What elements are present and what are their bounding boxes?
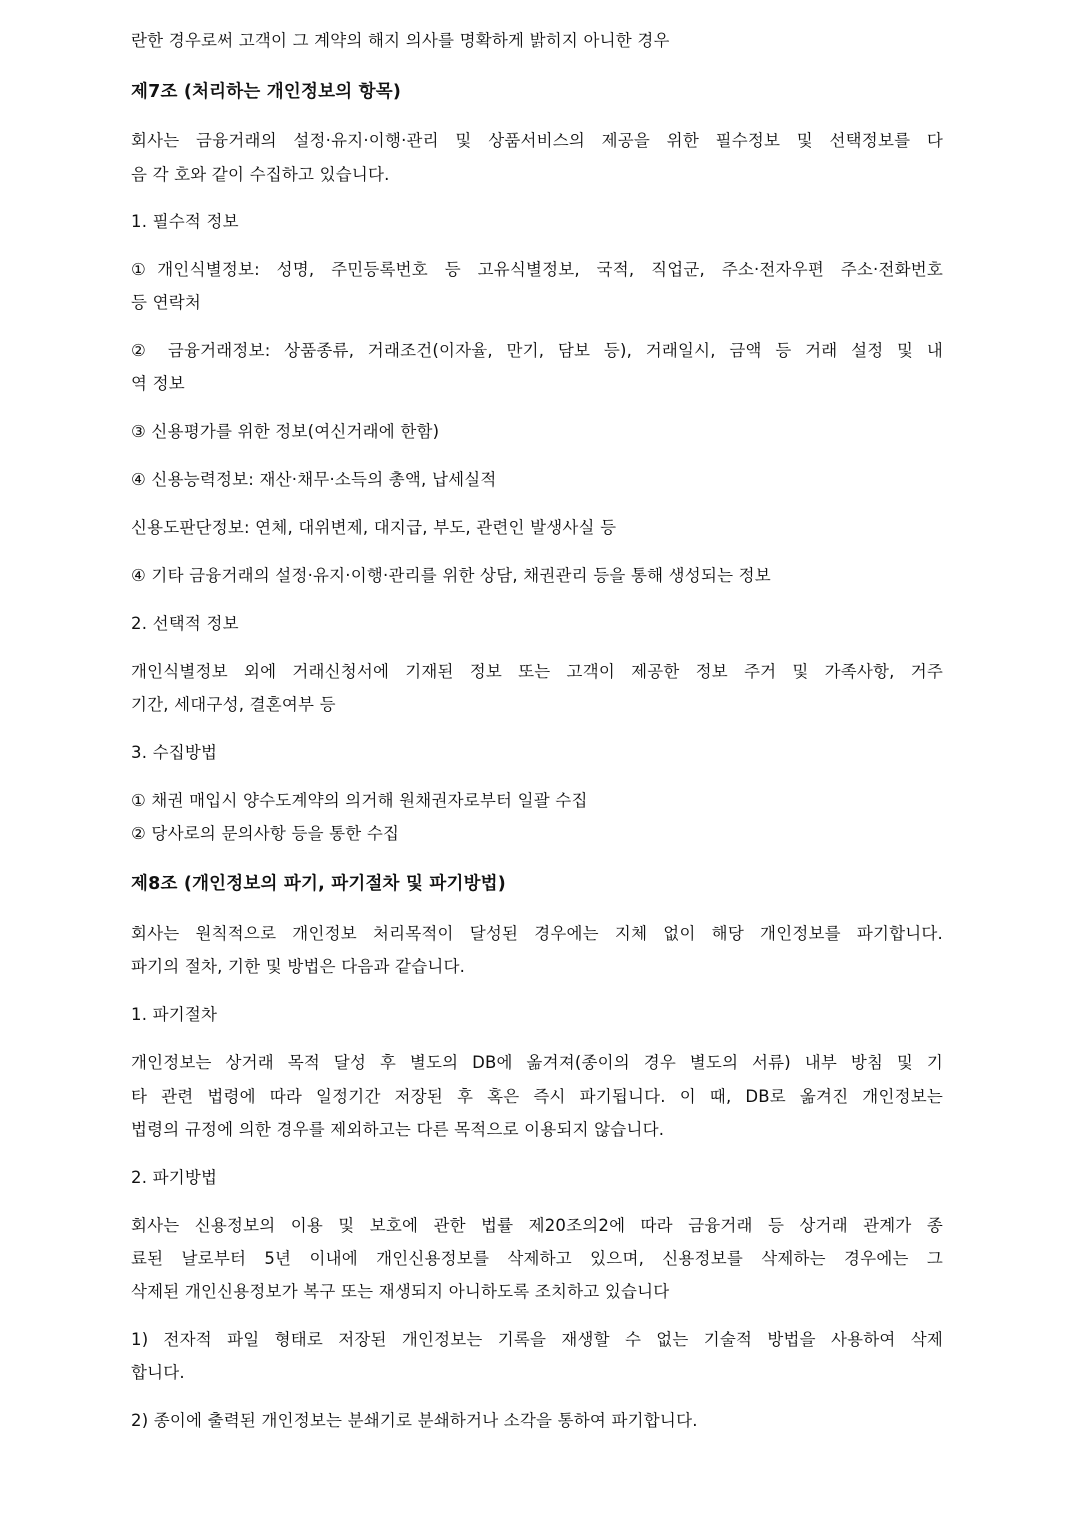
article7-section1-title: 1. 필수적 정보 [131,212,239,231]
article7-para-line1: 회사는 금융거래의 설정·유지·이행·관리 및 상품서비스의 제공을 위한 필수정보 및 선택정보를 다 [131,131,943,150]
article7-item4b: 신용도판단정보: 연체, 대위변제, 대지급, 부도, 관련인 발생사실 등 [131,518,617,537]
article7-para-line2: 음 각 호와 같이 수집하고 있습니다. [131,165,390,184]
article8-method1-line2: 합니다. [131,1363,185,1382]
article8-method2: 2) 종이에 출력된 개인정보는 분쇄기로 분쇄하거나 소각을 통하여 파기합니다. [131,1411,698,1430]
article8-section2-line2: 료된 날로부터 5년 이내에 개인신용정보를 삭제하고 있으며, 신용정보를 삭제하는 경우에는 그 [131,1249,943,1268]
article7-method1: ① 채권 매입시 양수도계약의 의거해 원채권자로부터 일괄 수집 [131,791,588,810]
intro-line: 란한 경우로써 고객이 그 계약의 해지 의사를 명확하게 밝히지 아니한 경우 [131,31,670,50]
article8-para-line2: 파기의 절차, 기한 및 방법은 다음과 같습니다. [131,957,466,976]
article7-section3-title: 3. 수집방법 [131,743,218,762]
article7-item5: ④ 기타 금융거래의 설정·유지·이행·관리를 위한 상담, 채권관리 등을 통해 생성되는 정보 [131,566,771,585]
article7-item4: ④ 신용능력정보: 재산·채무·소득의 총액, 납세실적 [131,470,497,489]
article8-heading: 제8조 (개인정보의 파기, 파기절차 및 파기방법) [131,874,506,894]
article7-method2: ② 당사로의 문의사항 등을 통한 수집 [131,824,400,843]
article8-section2-line3: 삭제된 개인신용정보가 복구 또는 재생되지 아니하도록 조치하고 있습니다 [131,1282,670,1301]
article7-item3: ③ 신용평가를 위한 정보(여신거래에 한함) [131,422,440,441]
article7-section2-line1: 개인식별정보 외에 거래신청서에 기재된 정보 또는 고객이 제공한 정보 주거 및 가족사항, 거주 [131,662,943,681]
article8-section1-title: 1. 파기절차 [131,1005,218,1024]
article7-heading: 제7조 (처리하는 개인정보의 항목) [131,82,402,102]
article8-section2-line1: 회사는 신용정보의 이용 및 보호에 관한 법률 제20조의2에 따라 금융거래 등 상거래 관계가 종 [131,1216,943,1235]
article7-item1-line2: 등 연락처 [131,293,202,312]
article8-section1-line1: 개인정보는 상거래 목적 달성 후 별도의 DB에 옮겨져(종이의 경우 별도의 서류) 내부 방침 및 기 [131,1053,943,1072]
article8-section2-title: 2. 파기방법 [131,1168,218,1187]
article8-section1-line3: 법령의 규정에 의한 경우를 제외하고는 다른 목적으로 이용되지 않습니다. [131,1120,665,1139]
article7-section2-line2: 기간, 세대구성, 결혼여부 등 [131,695,336,714]
article8-section1-line2: 타 관련 법령에 따라 일정기간 저장된 후 혹은 즉시 파기됩니다. 이 때, DB로 옮겨진 개인정보는 [131,1087,943,1106]
article8-method1-line1: 1) 전자적 파일 형태로 저장된 개인정보는 기록을 재생할 수 없는 기술적 방법을 사용하여 삭제 [131,1330,943,1349]
article7-item2-line2: 역 정보 [131,374,185,393]
article8-para-line1: 회사는 원칙적으로 개인정보 처리목적이 달성된 경우에는 지체 없이 해당 개인정보를 파기합니다. [131,924,943,943]
article7-item1-line1: ①개인식별정보: 성명, 주민등록번호 등 고유식별정보, 국적, 직업군, 주소·전자우편 주소·전화번호 [131,260,943,279]
article7-item2-line1: ② 금융거래정보: 상품종류, 거래조건(이자율, 만기, 담보 등), 거래일시, 금액 등 거래 설정 및 내 [131,341,943,360]
article7-section2-title: 2. 선택적 정보 [131,614,239,633]
